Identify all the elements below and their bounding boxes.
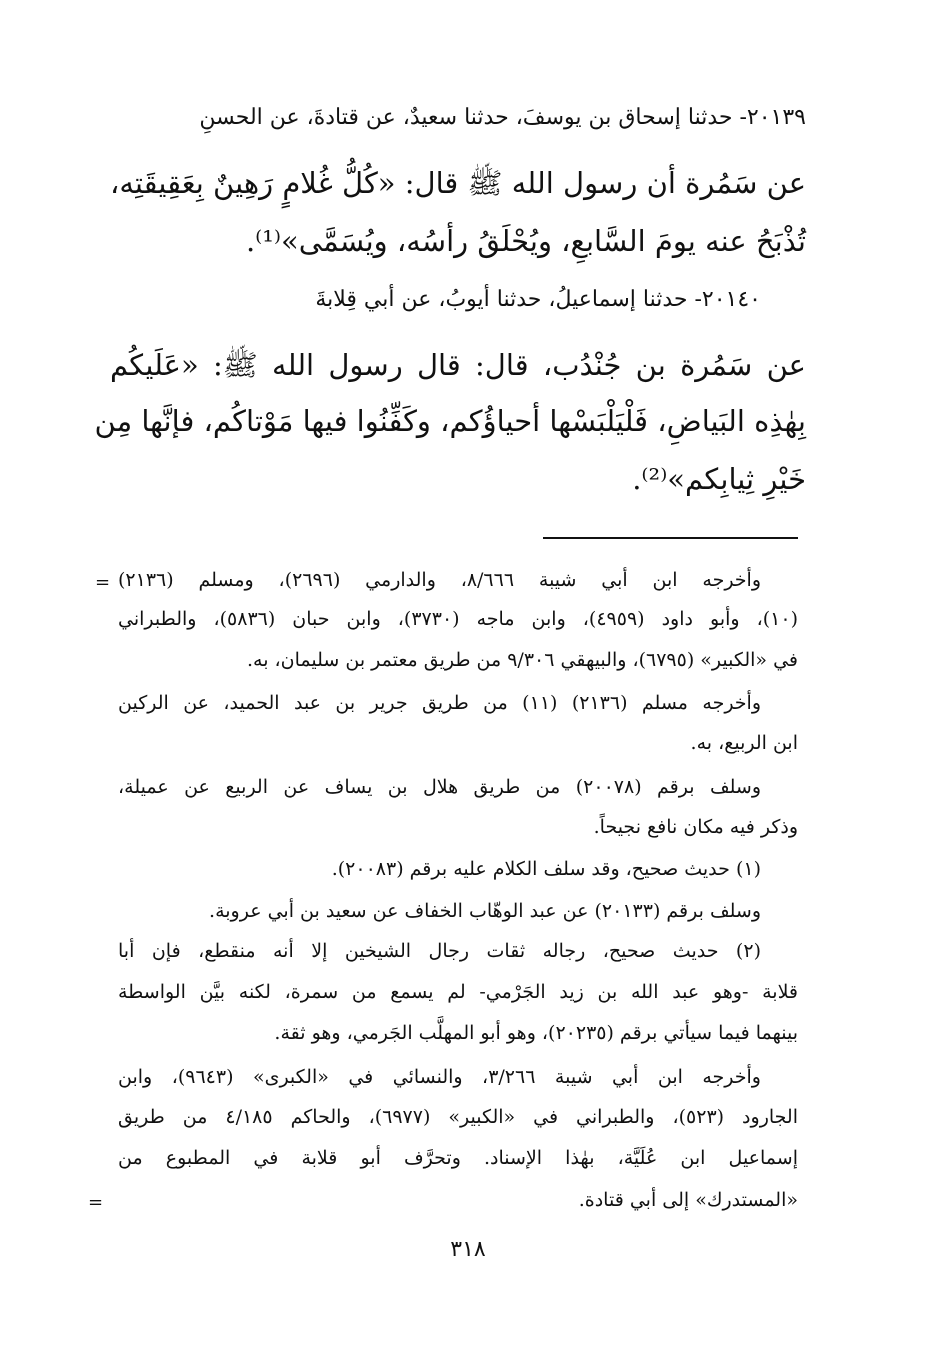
hadith-20139-matn-line-1: عن سَمُرة أن رسول الله ﷺ قال: «كُلُّ غُلامٍ رَهِينٌ بِعَقِيقَتِه، bbox=[109, 166, 806, 200]
footnote-continuation-marker: = bbox=[95, 572, 111, 593]
footnote-line: وأخرجه ابن أبي شيبة ٣/٢٦٦، والنسائي في «الكبرى» (٩٦٤٣)، وابن bbox=[118, 1066, 761, 1088]
footnote-line: الجارود (٥٢٣)، والطبراني في «الكبير» (٦٩٧٧)، والحاكم ٤/١٨٥ من طريق bbox=[118, 1106, 798, 1128]
footnote-2: (٢) حديث صحيح، رجاله ثقات رجال الشيخين إلا أنه منقطع، فإن أبا bbox=[118, 940, 761, 962]
footnote-line: وأخرجه ابن أبي شيبة ٨/٦٦٦، والدارمي (٢٦٩٦)، ومسلم (٢١٣٦) bbox=[118, 569, 761, 591]
footnote-line: بينهما فيما سيأتي برقم (٢٠٢٣٥)، وهو أبو المهلَّب الجَرمي، وهو ثقة. bbox=[274, 1022, 798, 1044]
footnote-line: إسماعيل ابن عُلَيَّة، بهٰذا الإسناد. وتحرَّف أبو قلابة في المطبوع من bbox=[118, 1147, 798, 1169]
footnote-line: وذكر فيه مكان نافع نجيحاً. bbox=[593, 816, 798, 838]
footnote-line: «المستدرك» إلى أبي قتادة. bbox=[578, 1189, 798, 1211]
hadith-20140-matn-line-3: خَيْرِ ثِيابِكم»⁽²⁾. bbox=[632, 462, 806, 496]
footnote-1: (١) حديث صحيح، وقد سلف الكلام عليه برقم (٢٠٠٨٣). bbox=[331, 858, 761, 880]
footnote-line: قلابة -وهو عبد الله بن زيد الجَرْمي- لم يسمع من سمرة، لكنه بيَّن الواسطة bbox=[118, 981, 798, 1003]
footnote-line: وسلف برقم (٢٠٠٧٨) من طريق هلال بن يساف عن الربيع عن عميلة، bbox=[118, 776, 762, 798]
footnote-separator bbox=[543, 537, 798, 539]
footnote-line: ابن الربيع، به. bbox=[690, 732, 798, 754]
footnote-end-marker: = bbox=[88, 1192, 104, 1213]
footnote-line: وسلف برقم (٢٠١٣٣) عن عبد الوهّاب الخفاف عن سعيد بن أبي عروبة. bbox=[209, 900, 761, 922]
hadith-20139-isnad: ٢٠١٣٩- حدثنا إسحاق بن يوسفَ، حدثنا سعيدٌ، عن قتادةَ، عن الحسنِ bbox=[199, 105, 806, 130]
hadith-20139-matn-line-2: تُذْبَحُ عنه يومَ السَّابعِ، ويُحْلَقُ رأسُه، ويُسَمَّى»⁽¹⁾. bbox=[245, 224, 806, 258]
hadith-20140-isnad: ٢٠١٤٠- حدثنا إسماعيلُ، حدثنا أيوبُ، عن أبي قِلابةَ bbox=[315, 287, 761, 312]
hadith-20140-matn-line-2: بِهٰذِه البَياضِ، فَلْيَلْبَسْها أحياؤُكم، وكَفِّنُوا فيها مَوْتاكُم، فإنَّها مِن bbox=[94, 404, 806, 438]
page-number: ٣١٨ bbox=[450, 1237, 486, 1262]
footnote-line: وأخرجه مسلم (٢١٣٦) (١١) من طريق جرير بن عبد الحميد، عن الركين bbox=[118, 692, 761, 714]
footnote-line: (١٠)، وأبو داود (٤٩٥٩)، وابن ماجه (٣٧٣٠)، وابن حبان (٥٨٣٦)، والطبراني bbox=[118, 608, 798, 630]
hadith-20140-matn-line-1: عن سَمُرة بن جُنْدُب، قال: قال رسول الله ﷺ: «عَلَيكُم bbox=[110, 348, 806, 382]
footnote-line: في «الكبير» (٦٧٩٥)، والبيهقي ٩/٣٠٦ من طريق معتمر بن سليمان، به. bbox=[246, 649, 798, 671]
